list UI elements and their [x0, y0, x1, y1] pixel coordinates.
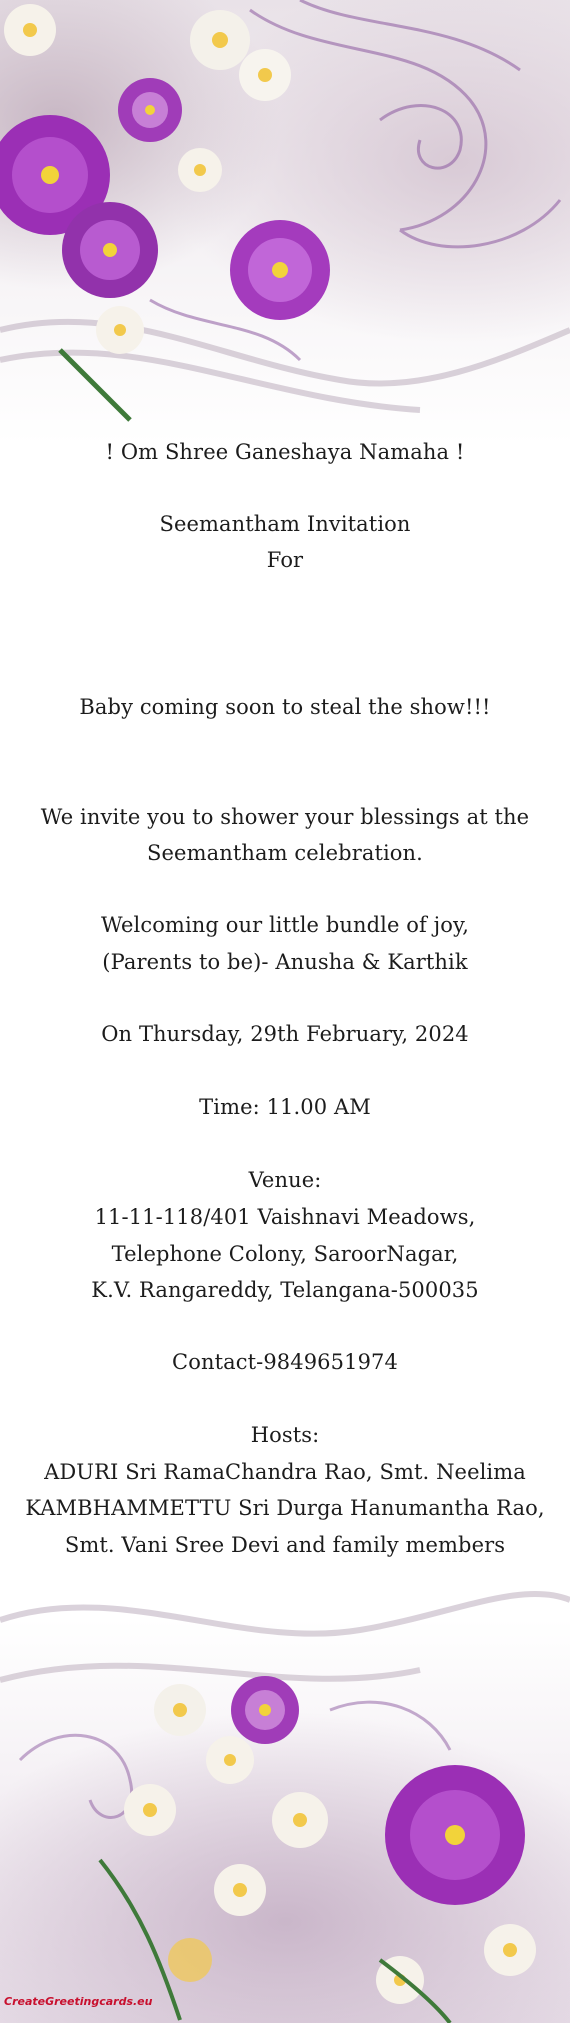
hosts-line-3: Smt. Vani Sree Devi and family members	[64, 1533, 506, 1557]
om-line: ! Om Shree Ganeshaya Namaha !	[105, 440, 465, 464]
top-floral-decoration	[0, 0, 570, 440]
hosts-line-2: KAMBHAMMETTU Sri Durga Hanumantha Rao,	[25, 1496, 545, 1520]
for-label: For	[266, 548, 304, 572]
hosts-line-1: ADURI Sri RamaChandra Rao, Smt. Neelima	[44, 1460, 526, 1484]
venue-line-2: Telephone Colony, SaroorNagar,	[111, 1242, 459, 1266]
time-line: Time: 11.00 AM	[199, 1095, 371, 1119]
hosts-label: Hosts:	[250, 1423, 320, 1447]
date-line: On Thursday, 29th February, 2024	[101, 1022, 469, 1046]
parents-line: (Parents to be)- Anusha & Karthik	[102, 950, 468, 974]
venue-line-3: K.V. Rangareddy, Telangana-500035	[91, 1278, 479, 1302]
invitation-title: Seemantham Invitation	[159, 512, 411, 536]
brand-logo[interactable]	[0, 1988, 153, 2018]
venue-label: Venue:	[248, 1168, 322, 1192]
contact-line: Contact-9849651974	[172, 1350, 398, 1374]
brand-logo-text: CreateGreetingcards.eu	[4, 1995, 153, 2008]
venue-line-1: 11-11-118/401 Vaishnavi Meadows,	[94, 1205, 476, 1229]
invite-line-1: We invite you to shower your blessings at the	[40, 805, 530, 829]
bottom-floral-decoration	[0, 1560, 570, 2023]
welcome-line: Welcoming our little bundle of joy,	[101, 913, 469, 937]
tagline: Baby coming soon to steal the show!!!	[79, 695, 491, 719]
invite-line-2: Seemantham celebration.	[147, 841, 423, 865]
